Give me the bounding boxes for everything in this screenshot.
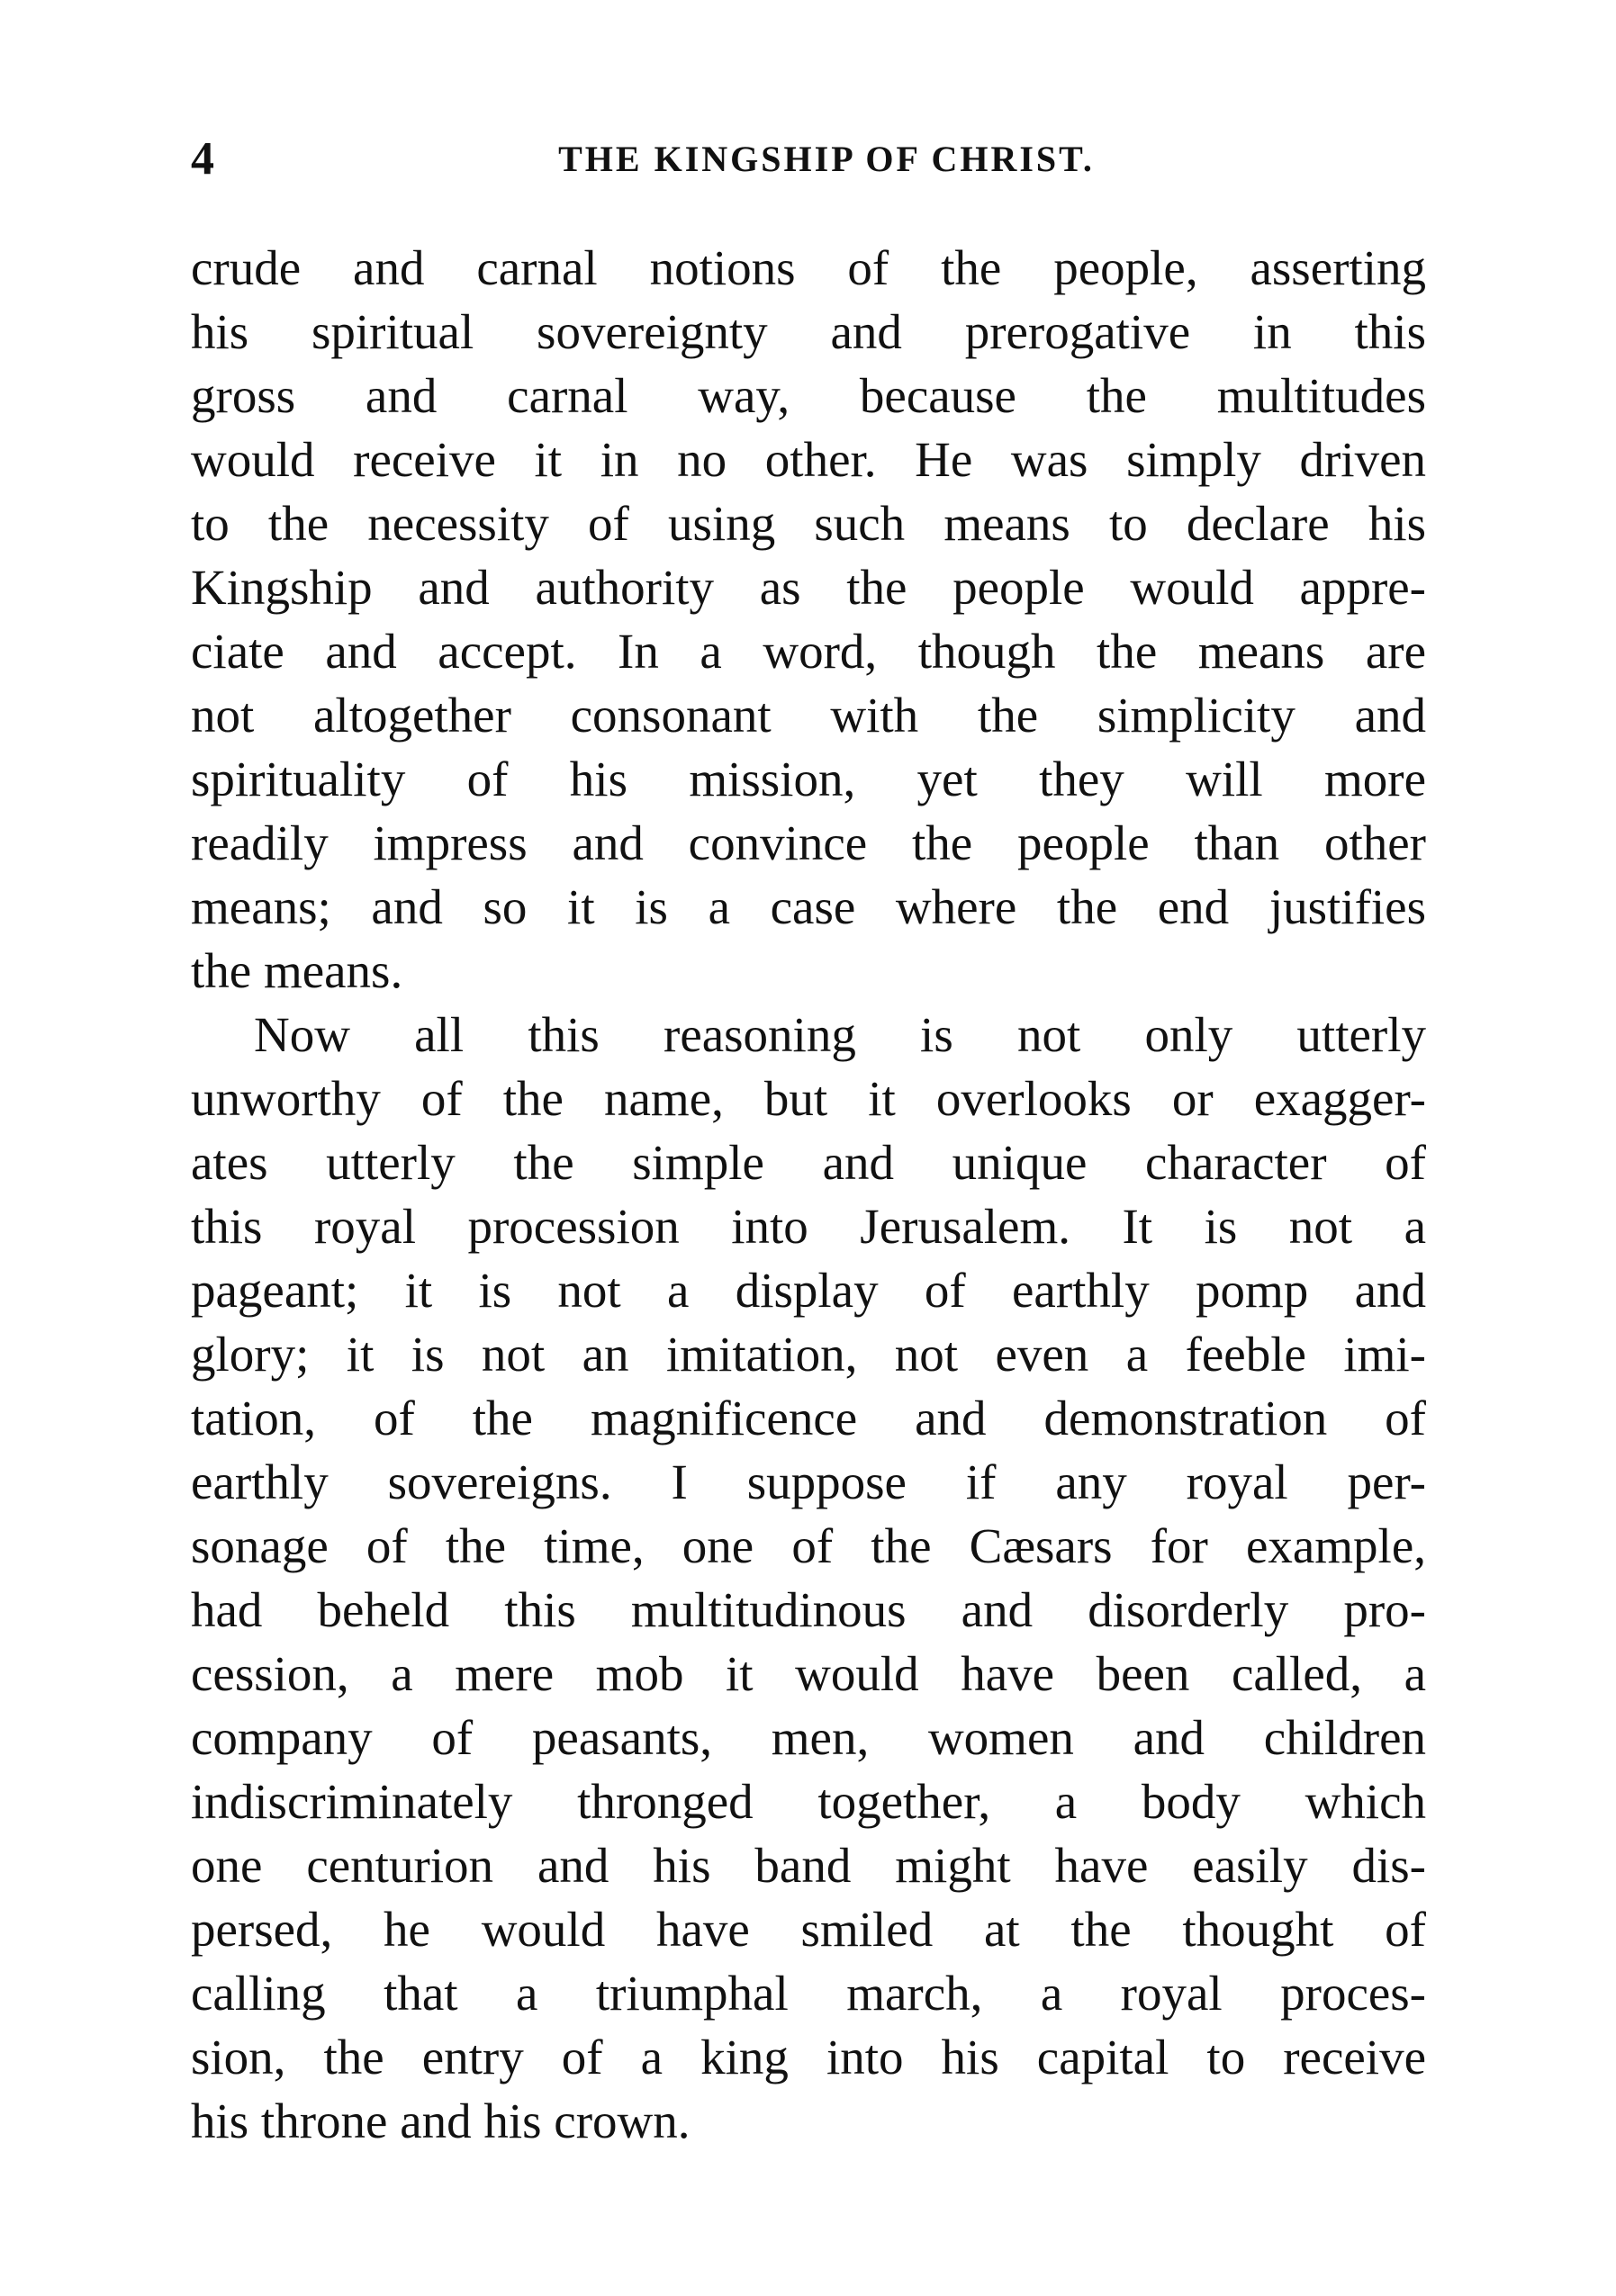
text-line: his throne and his crown. [191, 2093, 691, 2148]
text-line: indiscriminately thronged together, a body which [191, 1774, 1426, 1829]
page-header [191, 128, 1426, 191]
text-line: ciate and accept. In a word, though the means are [191, 624, 1426, 679]
text-line: persed, he would have smiled at the thought of [191, 1902, 1426, 1957]
text-line: spirituality of his mission, yet they will more [191, 752, 1426, 806]
text-line: Kingship and authority as the people would appre- [191, 560, 1426, 615]
text-line: had beheld this multitudinous and disorderly pro- [191, 1582, 1426, 1637]
paragraph [191, 1003, 1426, 2153]
text-line: not altogether consonant with the simplicity and [191, 688, 1426, 743]
text-line: would receive it in no other. He was simply driven [191, 432, 1426, 487]
text-line: tation, of the magnificence and demonstration of [191, 1391, 1426, 1445]
text-line: Now all this reasoning is not only utterly [254, 1007, 1426, 1062]
text-line: his spiritual sovereignty and prerogative in this [191, 304, 1426, 359]
text-line: sonage of the time, one of the Cæsars for example, [191, 1518, 1426, 1573]
text-line: earthly sovereigns. I suppose if any royal per- [191, 1454, 1426, 1509]
text-line: this royal procession into Jerusalem. It is not a [191, 1199, 1426, 1254]
body-text [191, 236, 1426, 2153]
text-line: means; and so it is a case where the end justifies [191, 879, 1426, 934]
text-line: ates utterly the simple and unique character of [191, 1135, 1426, 1190]
text-line: unworthy of the name, but it overlooks or exagger- [191, 1071, 1426, 1126]
running-head: THE KINGSHIP OF CHRIST. [558, 139, 1095, 179]
text-line: cession, a mere mob it would have been called, a [191, 1646, 1426, 1701]
text-line: the means. [191, 943, 403, 998]
text-line: glory; it is not an imitation, not even a feeble imi- [191, 1327, 1426, 1382]
text-line: sion, the entry of a king into his capital to receive [191, 2030, 1426, 2084]
text-line: to the necessity of using such means to declare his [191, 496, 1426, 551]
text-line: calling that a triumphal march, a royal proces- [191, 1966, 1426, 2021]
page-number: 4 [191, 133, 214, 185]
text-line: company of peasants, men, women and children [191, 1710, 1426, 1765]
text-line: crude and carnal notions of the people, asserting [191, 240, 1426, 295]
text-line: readily impress and convince the people than other [191, 815, 1426, 870]
text-line: pageant; it is not a display of earthly pomp and [191, 1263, 1426, 1318]
paragraph [191, 236, 1426, 1003]
text-line: one centurion and his band might have easily dis- [191, 1838, 1426, 1893]
text-line: gross and carnal way, because the multitudes [191, 368, 1426, 423]
